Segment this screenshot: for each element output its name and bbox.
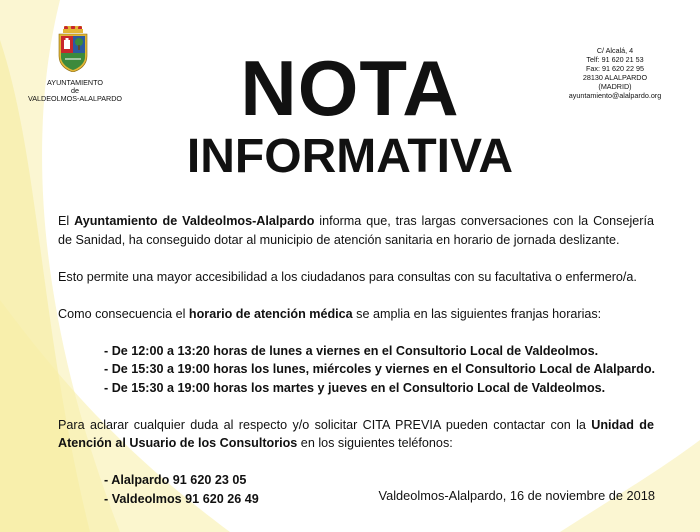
phone-item-alalpardo: - Alalpardo 91 620 23 05	[104, 473, 247, 487]
contact-rest: en los siguientes teléfonos:	[297, 436, 453, 450]
contact-address: C/ Alcalá, 4	[596, 46, 634, 55]
title-informativa: INFORMATIVA	[186, 130, 514, 183]
paragraph-intro	[58, 212, 654, 249]
schedule-item: - De 12:00 a 13:20 horas de lunes a viernes en el Consultorio Local de Valdeolmos.	[104, 343, 599, 358]
schedule-intro-bold: horario de atención médica	[188, 306, 353, 321]
schedule-intro-prefix: Como consecuencia el	[58, 306, 189, 321]
schedule-item: - De 15:30 a 19:00 horas los martes y jueves en el Consultorio Local de Valdeolmos.	[104, 380, 606, 395]
contact-prefix: Para aclarar cualquier duda al respecto y/o solicitar CITA PREVIA pueden contactar con la	[58, 417, 592, 432]
paragraph-schedule-intro	[58, 305, 654, 324]
schedule-intro-rest: se amplia en las siguientes franjas horarias:	[352, 306, 602, 321]
contact-region: (MADRID)	[598, 81, 632, 91]
org-name-line3: VALDEOLMOS-ALALPARDO	[28, 94, 122, 104]
org-name-line1: AYUNTAMIENTO	[47, 78, 103, 87]
intro-rest: informa que, tras largas conversaciones con la Consejería de Sanidad, ha conseguido dotar al municipio de atención sanitaria en horario de jornada deslizante.	[58, 214, 654, 247]
title-nota: NOTA	[240, 44, 460, 132]
contact-unit-name: Unidad de Atención al Usuario de los Consultorios	[58, 417, 654, 450]
org-name-line2: de	[71, 86, 79, 96]
contact-phone: Telf: 91 620 21 53	[586, 54, 644, 64]
contact-postal: 28130 ALALPARDO	[582, 72, 648, 82]
contact-email: ayuntamiento@alalpardo.org	[568, 90, 662, 100]
phone-item-valdeolmos: - Valdeolmos 91 620 26 49	[104, 491, 259, 506]
contact-fax: Fax: 91 620 22 95	[586, 63, 644, 73]
intro-org-name: Ayuntamiento de Valdeolmos-Alalpardo	[74, 214, 315, 228]
paragraph-accessibility: Esto permite una mayor accesibilidad a los ciudadanos para consultas con su facultativa o enfermero/a.	[58, 269, 637, 284]
paragraph-contact	[58, 416, 654, 453]
notice-body	[58, 212, 654, 508]
date-signature: Valdeolmos-Alalpardo, 16 de noviembre de 2018	[378, 488, 655, 503]
intro-prefix: El	[58, 214, 75, 228]
schedule-item: - De 15:30 a 19:00 horas los lunes, miércoles y viernes en el Consultorio Local de Alalpardo.	[104, 362, 656, 376]
schedule-list	[58, 342, 654, 398]
